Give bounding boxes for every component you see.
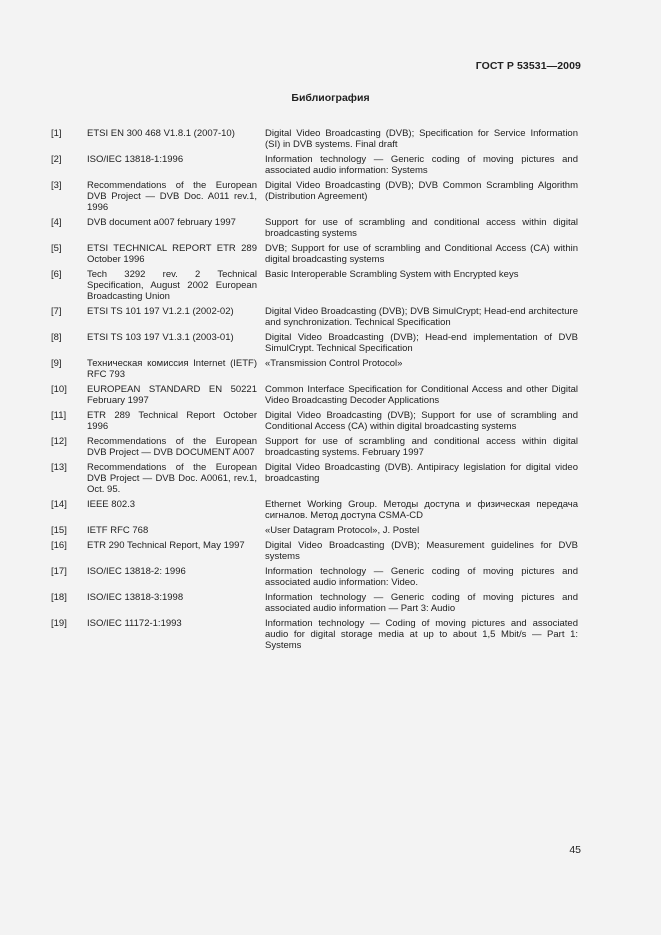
reference-list <box>51 128 578 655</box>
reference-number: [2] <box>51 154 62 165</box>
reference-entry <box>51 332 578 354</box>
reference-entry <box>51 243 578 265</box>
reference-entry <box>51 436 578 458</box>
reference-entry <box>51 306 578 328</box>
reference-number: [13] <box>51 462 67 473</box>
reference-number: [10] <box>51 384 67 395</box>
reference-source: ISO/IEC 11172-1:1993 <box>87 618 182 629</box>
reference-source: ETSI TECHNICAL REPORT ETR 289 October 1996 <box>87 243 257 265</box>
reference-source: Tech 3292 rev. 2 Technical Specification, August 2002 European Broadcasting Union <box>87 269 257 302</box>
reference-entry <box>51 592 578 614</box>
reference-source: ETR 290 Technical Report, May 1997 <box>87 540 245 551</box>
reference-source: Recommendations of the European DVB Project — DVB DOCUMENT A007 <box>87 436 257 458</box>
reference-entry <box>51 154 578 176</box>
reference-description: Information technology — Generic coding of moving pictures and associated audio information: Systems <box>265 154 578 176</box>
reference-description: Support for use of scrambling and conditional access within digital broadcasting systems. February 1997 <box>265 436 578 458</box>
reference-source: IETF RFC 768 <box>87 525 149 536</box>
reference-number: [16] <box>51 540 67 551</box>
reference-description: Information technology — Coding of moving pictures and associated audio for digital storage media at up to about 1,5 Mbit/s — Part 1: Systems <box>265 618 578 651</box>
reference-entry <box>51 358 578 380</box>
reference-description: «User Datagram Protocol», J. Postel <box>265 525 420 536</box>
standard-code-header: ГОСТ Р 53531—2009 <box>475 60 581 72</box>
reference-source: ISO/IEC 13818-1:1996 <box>87 154 184 165</box>
bibliography-title: Библиография <box>291 92 370 104</box>
reference-entry <box>51 525 578 536</box>
reference-source: ISO/IEC 13818-2: 1996 <box>87 566 186 577</box>
reference-source: ETSI EN 300 468 V1.8.1 (2007-10) <box>87 128 235 139</box>
reference-description: Basic Interoperable Scrambling System with Encrypted keys <box>265 269 519 280</box>
reference-entry <box>51 269 578 302</box>
reference-description: Digital Video Broadcasting (DVB); DVB Common Scrambling Algorithm (Distribution Agreement) <box>265 180 578 202</box>
reference-entry <box>51 618 578 651</box>
reference-number: [14] <box>51 499 67 510</box>
reference-description: Digital Video Broadcasting (DVB); DVB SimulCrypt; Head-end architecture and synchronization. Technical Specification <box>265 306 578 328</box>
reference-number: [15] <box>51 525 67 536</box>
reference-number: [5] <box>51 243 62 254</box>
reference-number: [3] <box>51 180 62 191</box>
reference-source: EUROPEAN STANDARD EN 50221 February 1997 <box>87 384 257 406</box>
reference-description: «Transmission Control Protocol» <box>265 358 403 369</box>
reference-number: [12] <box>51 436 67 447</box>
reference-source: ISO/IEC 13818-3:1998 <box>87 592 184 603</box>
reference-description: Information technology — Generic coding of moving pictures and associated audio information — Part 3: Audio <box>265 592 578 614</box>
reference-number: [9] <box>51 358 62 369</box>
reference-number: [18] <box>51 592 67 603</box>
reference-source: ETR 289 Technical Report October 1996 <box>87 410 257 432</box>
reference-entry <box>51 462 578 495</box>
reference-description: Digital Video Broadcasting (DVB); Measurement guidelines for DVB systems <box>265 540 578 562</box>
reference-source: DVB document a007 february 1997 <box>87 217 236 228</box>
reference-source: Техническая комиссия Internet (IETF) RFC 793 <box>87 358 257 380</box>
reference-description: Digital Video Broadcasting (DVB); Support for use of scrambling and Conditional Access (CA) within digital broadcasting systems <box>265 410 578 432</box>
reference-source: Recommendations of the European DVB Project — DVB Doc. A0061, rev.1, Oct. 95. <box>87 462 257 495</box>
reference-description: Digital Video Broadcasting (DVB). Antipiracy legislation for digital video broadcasting <box>265 462 578 484</box>
reference-description: Support for use of scrambling and conditional access within digital broadcasting systems <box>265 217 578 239</box>
reference-description: Common Interface Specification for Conditional Access and other Digital Video Broadcasting Decoder Applications <box>265 384 578 406</box>
reference-number: [11] <box>51 410 67 421</box>
reference-source: Recommendations of the European DVB Project — DVB Doc. A011 rev.1, 1996 <box>87 180 257 213</box>
reference-number: [17] <box>51 566 67 577</box>
reference-description: Digital Video Broadcasting (DVB); Specification for Service Information (SI) in DVB systems. Final draft <box>265 128 578 150</box>
reference-entry <box>51 217 578 239</box>
reference-number: [4] <box>51 217 62 228</box>
reference-source: ETSI TS 103 197 V1.3.1 (2003-01) <box>87 332 234 343</box>
reference-entry <box>51 540 578 562</box>
reference-number: [1] <box>51 128 62 139</box>
reference-description: Ethernet Working Group. Методы доступа и физическая передача сигналов. Метод доступа CSMA-CD <box>265 499 578 521</box>
reference-entry <box>51 566 578 588</box>
reference-source: IEEE 802.3 <box>87 499 136 510</box>
reference-entry <box>51 128 578 150</box>
reference-description: Digital Video Broadcasting (DVB); Head-end implementation of DVB SimulCrypt. Technical Specification <box>265 332 578 354</box>
reference-number: [6] <box>51 269 62 280</box>
reference-source: ETSI TS 101 197 V1.2.1 (2002-02) <box>87 306 234 317</box>
reference-number: [8] <box>51 332 62 343</box>
page-number: 45 <box>569 844 581 856</box>
reference-entry <box>51 180 578 213</box>
reference-number: [7] <box>51 306 62 317</box>
reference-description: Information technology — Generic coding of moving pictures and associated audio information: Video. <box>265 566 578 588</box>
reference-entry <box>51 499 578 521</box>
reference-description: DVB; Support for use of scrambling and Conditional Access (CA) within digital broadcasting systems <box>265 243 578 265</box>
reference-number: [19] <box>51 618 67 629</box>
reference-entry <box>51 410 578 432</box>
reference-entry <box>51 384 578 406</box>
